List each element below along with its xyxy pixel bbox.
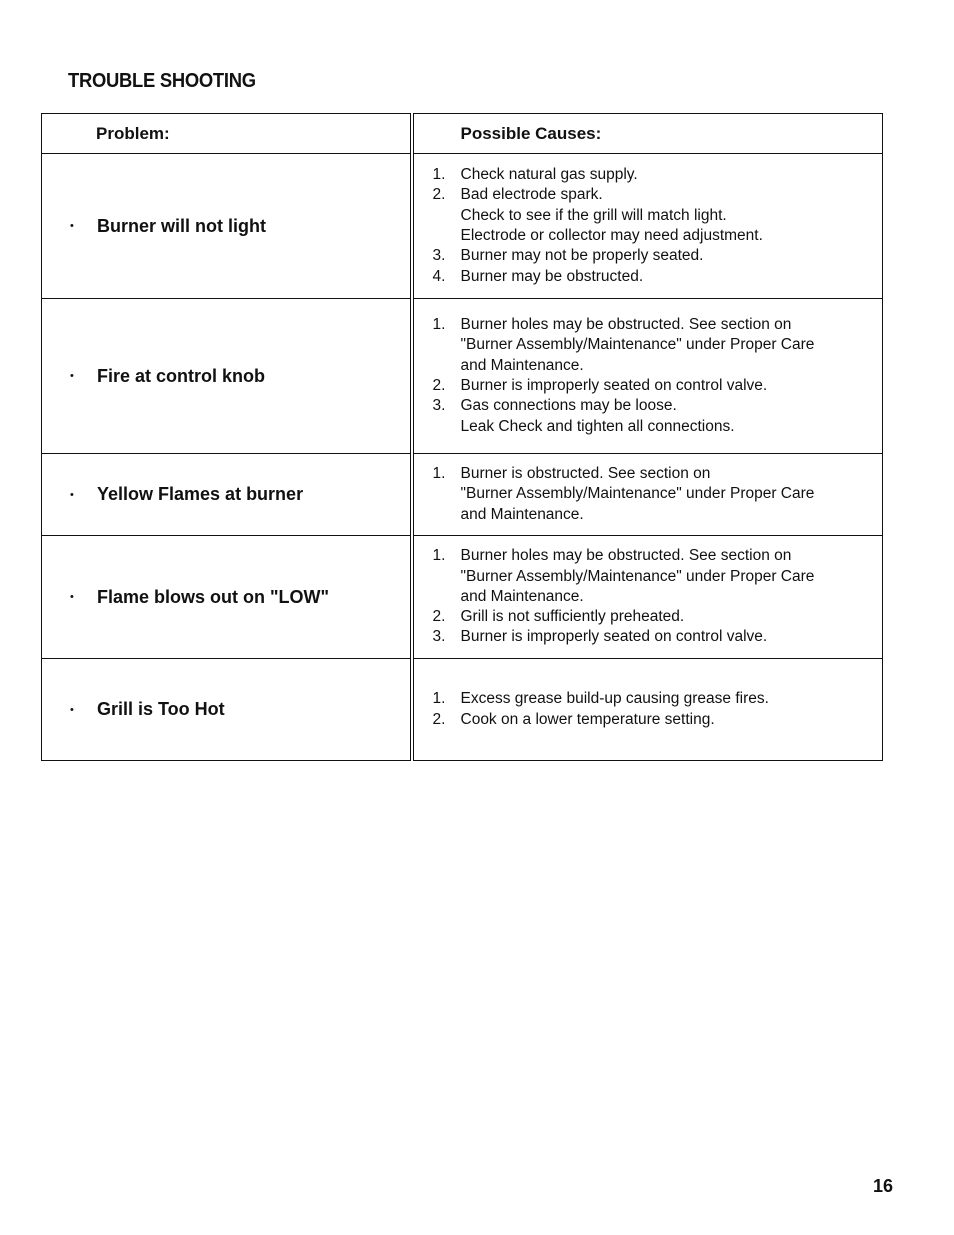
cause-text [461, 464, 883, 525]
cause-line: Bad electrode spark. [460, 186, 603, 204]
problem-item [42, 366, 410, 387]
cause-item [433, 165, 883, 185]
cause-number: 2. [432, 608, 446, 626]
problem-cell [42, 536, 412, 659]
cause-item [433, 710, 883, 730]
cause-item [433, 267, 883, 287]
cause-number: 2. [432, 377, 446, 394]
cause-line: Excess grease build-up causing grease fires. [460, 690, 769, 708]
cause-line: Burner is improperly seated on control valve. [460, 628, 768, 646]
causes-cell [412, 659, 883, 761]
cause-number: 2. [432, 186, 446, 204]
cause-line: Cook on a lower temperature setting. [460, 710, 715, 728]
cause-number: 3. [432, 247, 446, 265]
problem-cell [42, 454, 412, 536]
problem-label: Burner will not light [97, 215, 266, 236]
table-row [42, 536, 883, 659]
causes-column-header: Possible Causes: [412, 114, 883, 154]
cause-text [461, 376, 883, 396]
problem-cell [42, 299, 412, 454]
problem-column-header: Problem: [42, 114, 412, 154]
cause-line: Burner holes may be obstructed. See section on [460, 547, 792, 565]
cause-number: 1. [432, 316, 446, 334]
cause-line: Leak Check and tighten all connections. [460, 417, 735, 435]
causes-cell [412, 299, 883, 454]
problem-cell [42, 659, 412, 761]
cause-number: 1. [432, 166, 446, 184]
cause-text [461, 627, 883, 647]
cause-line: Grill is not sufficiently preheated. [460, 608, 685, 626]
cause-item [433, 689, 883, 709]
cause-text [461, 185, 883, 246]
cause-number: 3. [432, 397, 446, 415]
cause-line: and Maintenance. [460, 587, 584, 605]
cause-line: Gas connections may be loose. [460, 397, 677, 415]
table-row [42, 659, 883, 761]
cause-line: Burner is obstructed. See section on [460, 465, 711, 483]
cause-item [433, 546, 883, 607]
bullet-icon: • [70, 370, 74, 382]
cause-text [461, 267, 883, 287]
cause-line: Burner holes may be obstructed. See section on [460, 316, 792, 334]
cause-item [433, 246, 883, 266]
page-title: TROUBLE SHOOTING [68, 70, 256, 92]
cause-item [433, 464, 883, 525]
cause-item [433, 315, 883, 376]
causes-cell [412, 154, 883, 299]
cause-text [461, 315, 883, 376]
causes-list [414, 464, 883, 525]
troubleshooting-table [41, 113, 883, 761]
page-number: 16 [873, 1176, 894, 1196]
table-row [42, 299, 883, 454]
cause-number: 4. [432, 267, 446, 285]
cause-number: 2. [432, 710, 446, 728]
cause-item [433, 185, 883, 246]
cause-line: Burner is improperly seated on control valve. [460, 377, 768, 394]
cause-line: "Burner Assembly/Maintenance" under Proper Care [460, 485, 815, 503]
causes-cell [412, 536, 883, 659]
cause-item [433, 627, 883, 647]
table-row [42, 454, 883, 536]
problem-item [42, 699, 410, 720]
causes-cell [412, 454, 883, 536]
causes-list [414, 546, 883, 647]
cause-line: Check to see if the grill will match light. [460, 206, 727, 224]
bullet-icon: • [70, 703, 74, 716]
cause-item [433, 376, 883, 396]
cause-text [461, 546, 883, 607]
cause-text [461, 165, 883, 185]
problem-item [42, 484, 410, 505]
problem-label: Flame blows out on "LOW" [97, 586, 330, 607]
cause-number: 1. [432, 690, 446, 708]
causes-list [414, 165, 883, 287]
cause-number: 3. [432, 628, 446, 646]
causes-list [414, 689, 883, 730]
cause-text [461, 396, 883, 437]
cause-line: Electrode or collector may need adjustment. [460, 227, 763, 244]
table-header-row [42, 114, 883, 154]
cause-item [433, 607, 883, 627]
bullet-icon: • [70, 220, 74, 232]
cause-line: and Maintenance. [460, 505, 584, 523]
problem-item [42, 216, 410, 237]
cause-text [461, 689, 883, 709]
bullet-icon: • [70, 488, 74, 501]
cause-number: 1. [432, 547, 446, 565]
problem-label: Grill is Too Hot [97, 699, 225, 719]
causes-list [414, 315, 883, 437]
cause-line: and Maintenance. [460, 356, 584, 374]
cause-line: "Burner Assembly/Maintenance" under Proper Care [460, 336, 815, 354]
cause-line: Burner may be obstructed. [460, 267, 644, 285]
cause-text [461, 607, 883, 627]
cause-line: Burner may not be properly seated. [460, 247, 704, 265]
table-body [42, 154, 883, 761]
table-row [42, 154, 883, 299]
problem-item [42, 587, 410, 608]
cause-number: 1. [432, 465, 446, 483]
cause-line: "Burner Assembly/Maintenance" under Proper Care [460, 567, 815, 585]
cause-text [461, 710, 883, 730]
bullet-icon: • [70, 591, 74, 603]
problem-label: Fire at control knob [97, 365, 266, 386]
cause-text [461, 246, 883, 266]
problem-cell [42, 154, 412, 299]
problem-label: Yellow Flames at burner [97, 484, 304, 504]
cause-line: Check natural gas supply. [460, 166, 638, 184]
cause-item [433, 396, 883, 437]
